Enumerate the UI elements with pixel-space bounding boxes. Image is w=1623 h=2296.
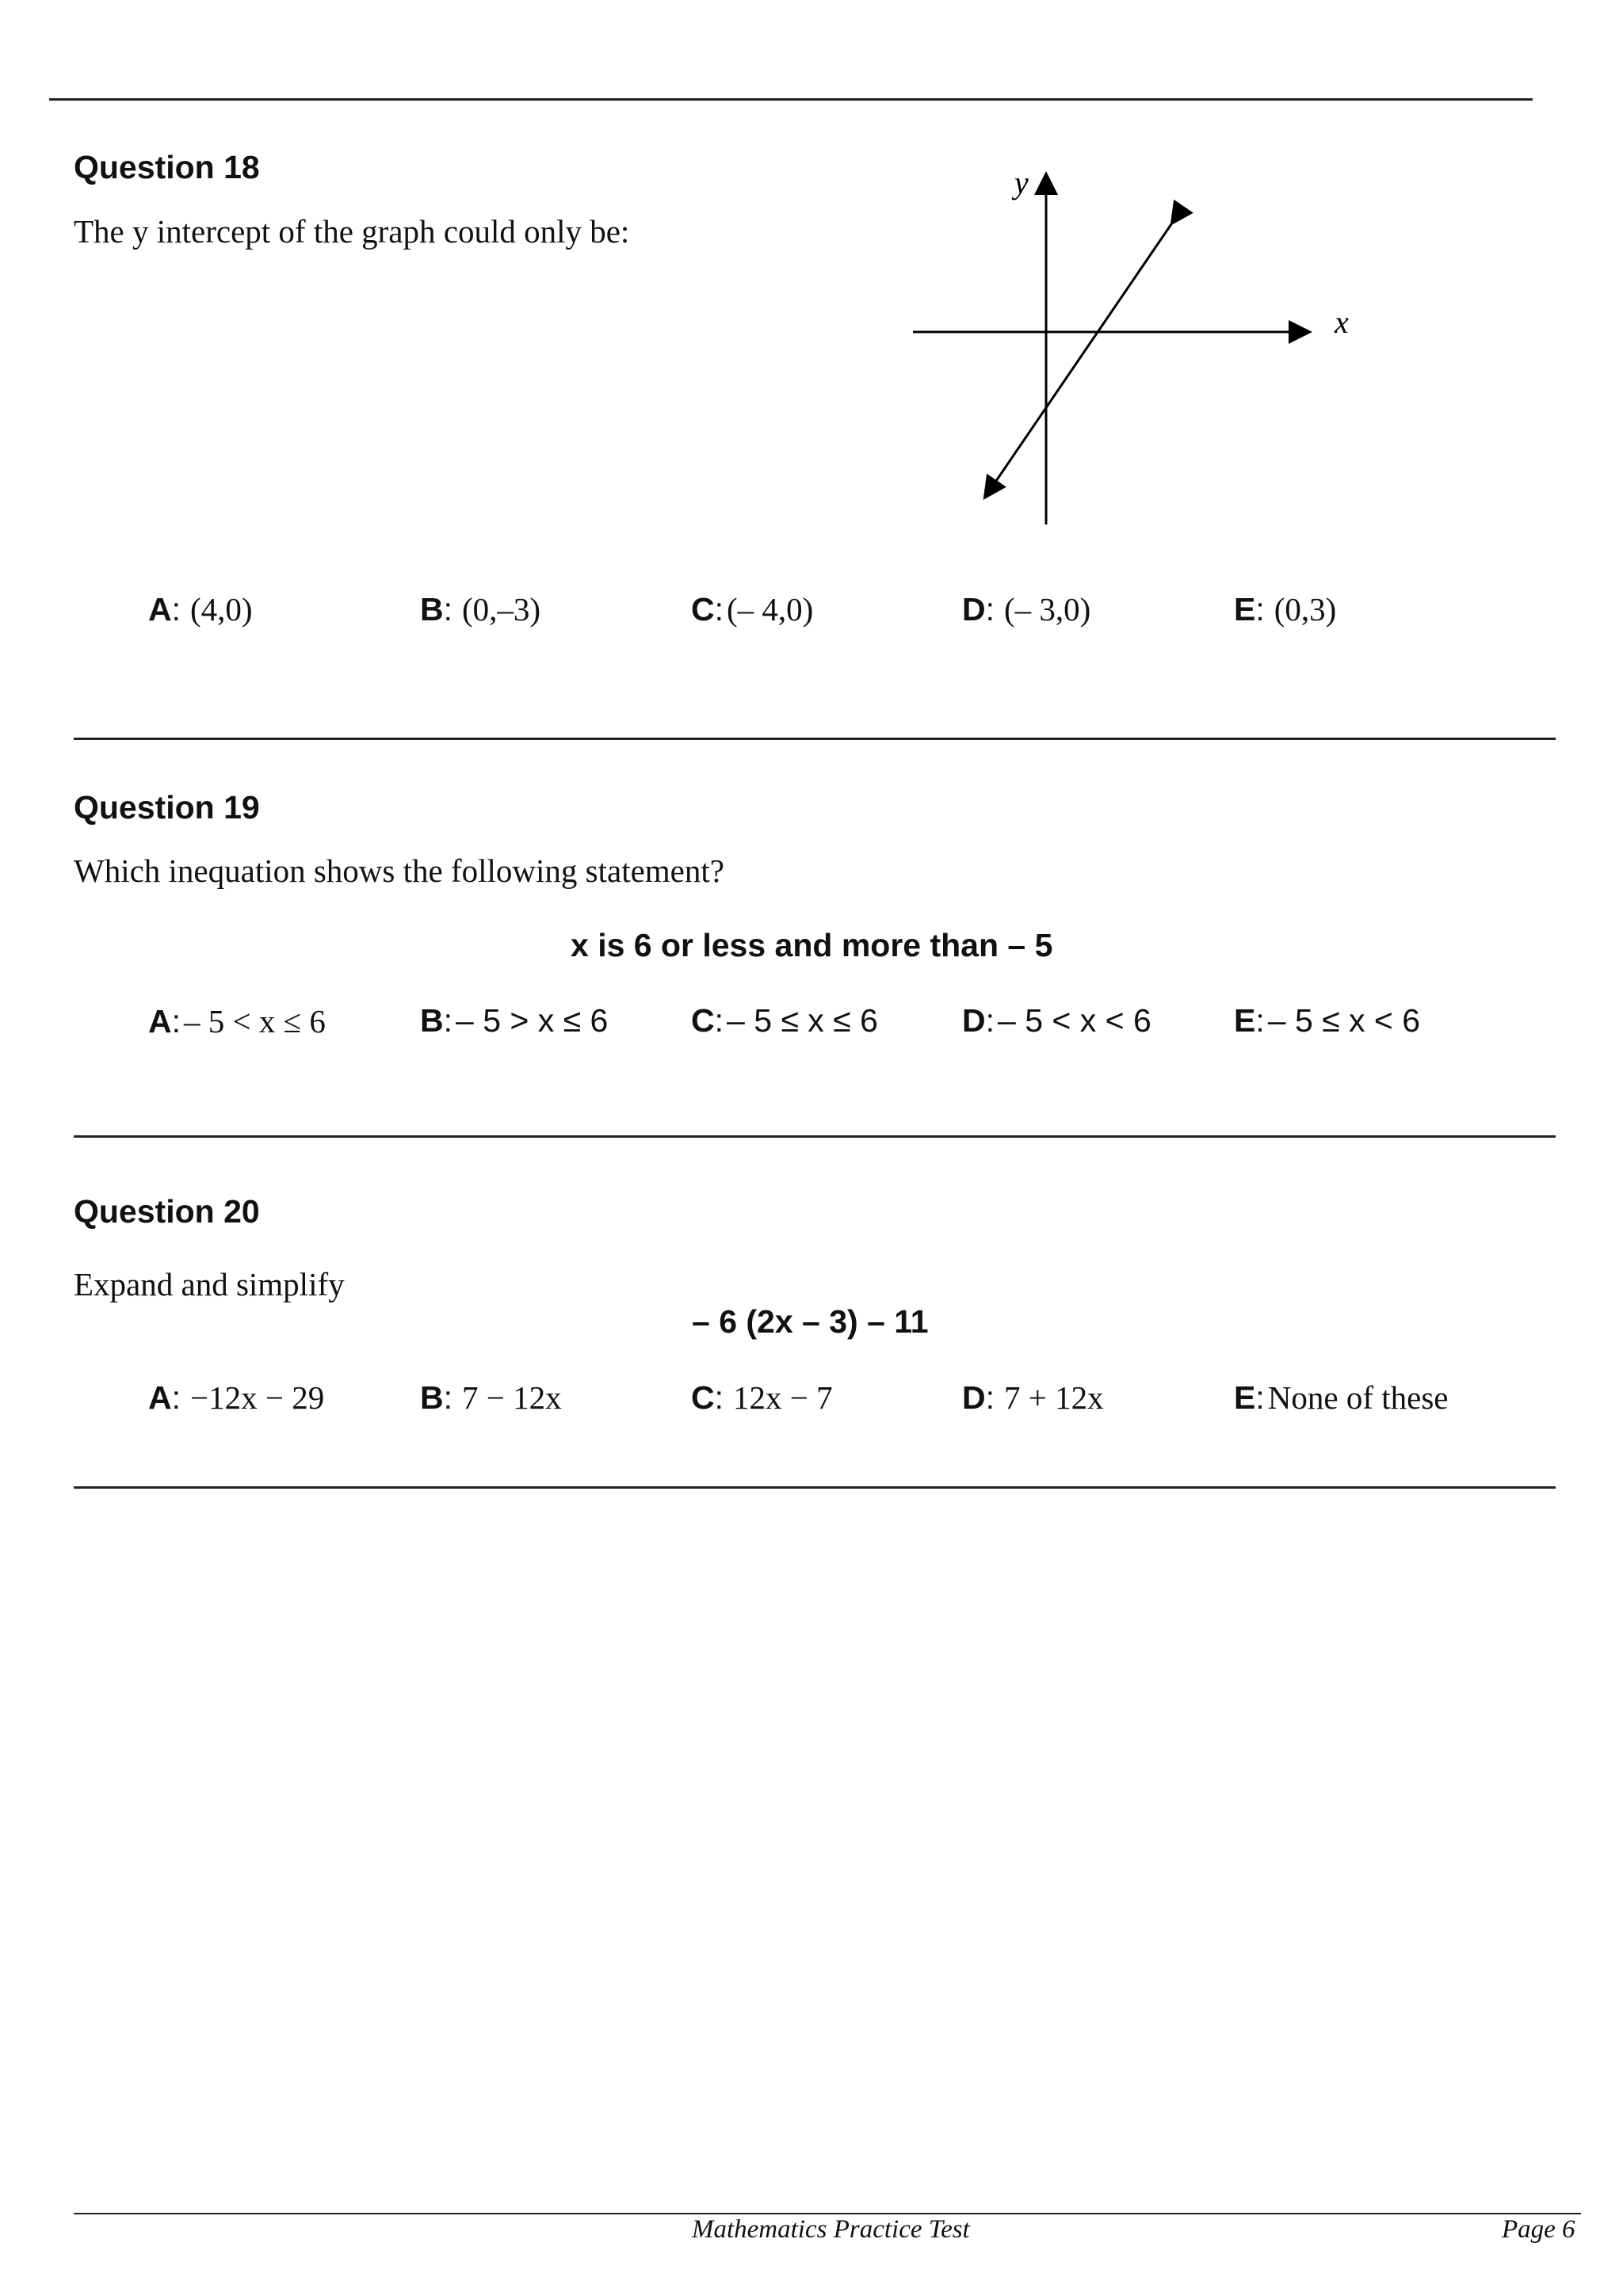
option-letter: A	[148, 591, 172, 627]
q18-option-b[interactable]: B : (0,–3)	[420, 591, 541, 627]
question-18-title: Question 18	[74, 149, 260, 185]
option-letter: A	[148, 1003, 172, 1039]
q20-option-e[interactable]: E : None of these	[1234, 1379, 1449, 1416]
option-value: (0,3)	[1274, 591, 1337, 627]
option-letter: D	[962, 1379, 986, 1416]
option-letter: C	[691, 1002, 715, 1039]
option-letter: B	[420, 1379, 444, 1416]
graph-line	[986, 222, 1173, 496]
option-value: – 5 ≤ x < 6	[1267, 1002, 1421, 1039]
option-value: – 5 ≤ x ≤ 6	[727, 1002, 878, 1039]
footer-rule	[74, 2213, 1581, 2214]
y-axis-label: y	[1014, 165, 1029, 200]
q18-option-c[interactable]: C : (– 4,0)	[691, 591, 814, 627]
footer-page-number: Page 6	[1502, 2215, 1575, 2244]
q19-option-c[interactable]: C : – 5 ≤ x ≤ 6	[691, 1002, 878, 1039]
q19-option-a[interactable]: A : – 5 < x ≤ 6	[148, 1003, 326, 1039]
divider-after-20	[74, 1486, 1556, 1489]
option-value: – 5 < x < 6	[998, 1002, 1151, 1039]
option-value: – 5 > x ≤ 6	[456, 1002, 609, 1039]
q20-option-d[interactable]: D : 7 + 12x	[962, 1379, 1104, 1416]
option-value: (– 4,0)	[727, 591, 814, 627]
q20-option-c[interactable]: C : 12x − 7	[691, 1379, 833, 1416]
option-letter: E	[1234, 1379, 1256, 1416]
option-value: None of these	[1267, 1379, 1449, 1416]
option-letter: A	[148, 1379, 172, 1416]
q20-option-b[interactable]: B : 7 − 12x	[420, 1379, 562, 1416]
divider-19-20	[74, 1135, 1556, 1138]
option-letter: C	[691, 591, 715, 627]
option-value: (– 3,0)	[1004, 591, 1091, 627]
top-rule	[49, 98, 1533, 101]
option-value: 7 + 12x	[1004, 1379, 1104, 1416]
question-19-statement: x is 6 or less and more than – 5	[571, 927, 1053, 963]
option-letter: C	[691, 1379, 715, 1416]
option-letter: D	[962, 1002, 986, 1039]
question-19-title: Question 19	[74, 789, 260, 826]
option-value: −12x − 29	[190, 1379, 325, 1416]
option-letter: B	[420, 591, 444, 627]
option-value: 7 − 12x	[462, 1379, 562, 1416]
option-letter: B	[420, 1002, 444, 1039]
option-value: (4,0)	[190, 591, 253, 627]
option-letter: E	[1234, 1002, 1256, 1039]
q18-option-d[interactable]: D : (– 3,0)	[962, 591, 1091, 627]
question-20-prompt: Expand and simplify	[74, 1266, 345, 1302]
q20-option-a[interactable]: A : −12x − 29	[148, 1379, 325, 1416]
q19-option-e[interactable]: E : – 5 ≤ x < 6	[1234, 1002, 1421, 1039]
q19-option-b[interactable]: B : – 5 > x ≤ 6	[420, 1002, 609, 1039]
q18-option-e[interactable]: E : (0,3)	[1234, 591, 1337, 627]
question-20-title: Question 20	[74, 1193, 260, 1230]
question-18-prompt: The y intercept of the graph could only be:	[74, 213, 630, 250]
question-20-expression: – 6 (2x – 3) – 11	[692, 1303, 929, 1340]
x-axis-label: x	[1335, 304, 1349, 340]
option-value: – 5 < x ≤ 6	[184, 1003, 326, 1039]
option-value: 12x − 7	[733, 1379, 833, 1416]
q19-option-d[interactable]: D : – 5 < x < 6	[962, 1002, 1151, 1039]
option-value: (0,–3)	[462, 591, 541, 627]
q18-option-a[interactable]: A : (4,0)	[148, 591, 253, 627]
footer-title: Mathematics Practice Test	[692, 2215, 970, 2244]
option-letter: D	[962, 591, 986, 627]
question-18-graph	[903, 158, 1379, 531]
option-letter: E	[1234, 591, 1256, 627]
divider-18-19	[74, 738, 1556, 740]
question-19-prompt: Which inequation shows the following statement?	[74, 852, 724, 889]
